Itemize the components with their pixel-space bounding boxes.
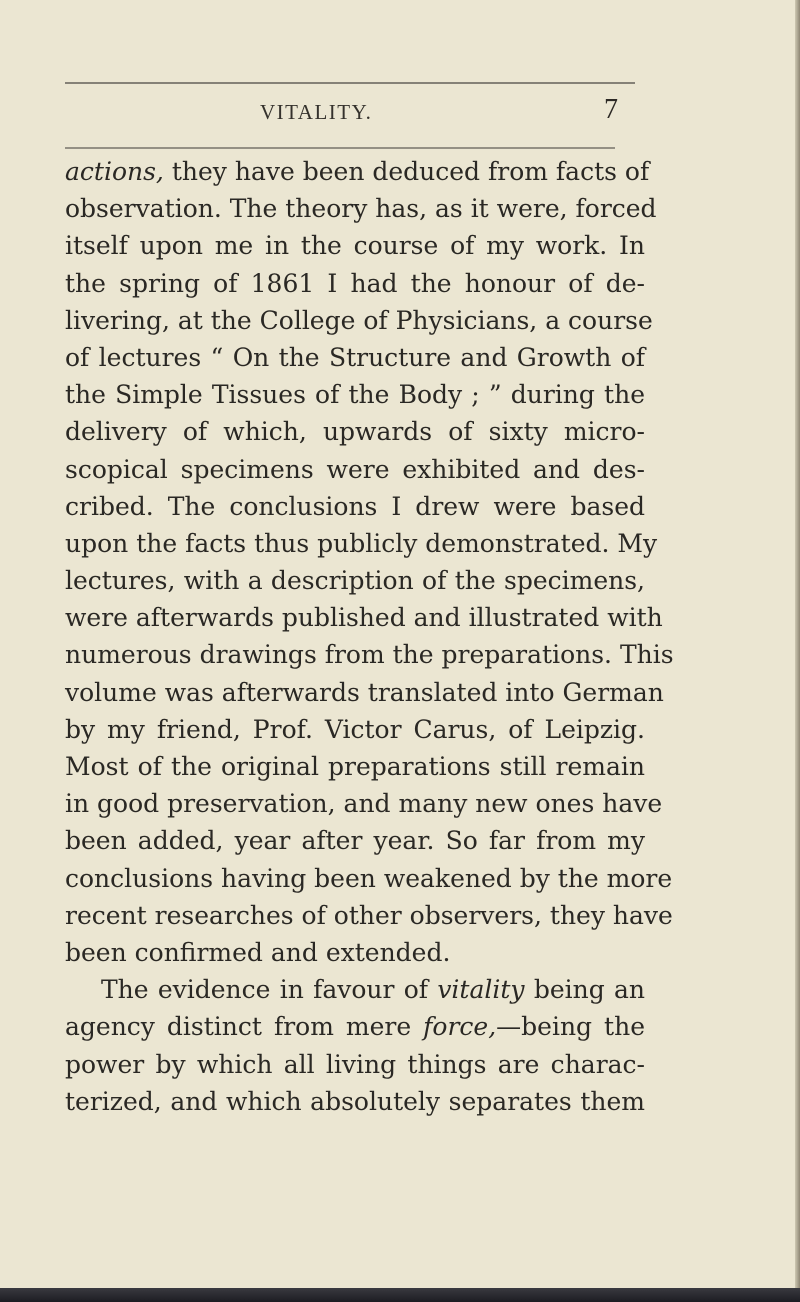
text-line: power by which all living things are charac- xyxy=(65,1049,645,1079)
text-line: in good preservation, and many new ones have xyxy=(65,789,663,819)
text-line: volume was afterwards translated into German xyxy=(65,677,664,707)
text-line: Most of the original preparations still remain xyxy=(65,752,645,781)
text-line: terized, and which absolutely separates them xyxy=(65,1086,645,1116)
text-line: agency distinct from mere force,—being the xyxy=(65,1012,645,1042)
page-number: 7 xyxy=(604,94,618,125)
text-line: conclusions having been weakened by the more xyxy=(65,863,673,893)
text-line: were afterwards published and illustrated with xyxy=(65,603,663,633)
text-line: of lectures “ On the Structure and Growth of xyxy=(65,342,645,372)
text-line: been added, year after year. So far from my xyxy=(65,826,645,856)
text-line: been confirmed and extended. xyxy=(65,937,451,967)
running-head: VITALITY. xyxy=(260,100,373,124)
text-line: recent researches of other observers, they have xyxy=(65,900,673,930)
text-line: itself upon me in the course of my work. In xyxy=(65,231,645,261)
text-line: the spring of 1861 I had the honour of de- xyxy=(65,268,645,298)
body-text xyxy=(65,153,674,1120)
text-line: scopical specimens were exhibited and des- xyxy=(65,454,645,484)
text-line: actions, they have been deduced from facts of xyxy=(65,157,650,186)
header-underline xyxy=(65,147,615,149)
text-line: by my friend, Prof. Victor Carus, of Leipzig. xyxy=(65,714,645,744)
text-line: upon the facts thus publicly demonstrated. My xyxy=(65,528,658,558)
text-line: The evidence in favour of vitality being an xyxy=(101,975,645,1005)
text-line: lectures, with a description of the specimens, xyxy=(65,566,645,596)
text-line: delivery of which, upwards of sixty micro- xyxy=(65,417,645,447)
page-edge-bottom xyxy=(0,1288,800,1302)
text-line: numerous drawings from the preparations. This xyxy=(65,640,674,670)
text-line: observation. The theory has, as it were, forced xyxy=(65,194,657,224)
top-rule xyxy=(65,82,635,84)
text-line: cribed. The conclusions I drew were based xyxy=(65,491,645,521)
page-edge-right xyxy=(795,0,800,1302)
text-line: the Simple Tissues of the Body ; ” during the xyxy=(65,380,645,410)
text-line: livering, at the College of Physicians, a course xyxy=(65,305,653,335)
